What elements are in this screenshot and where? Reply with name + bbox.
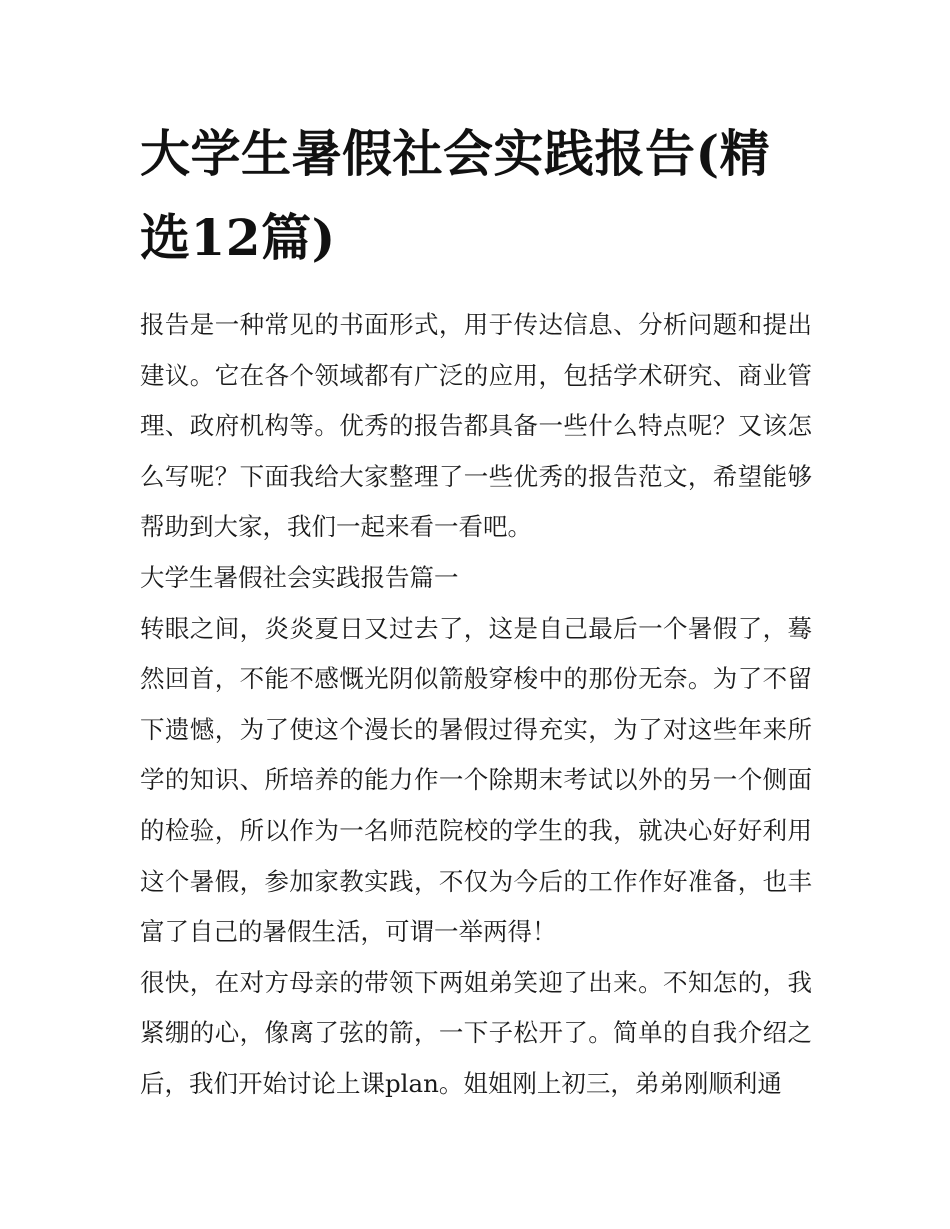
section-heading: 大学生暑假社会实践报告篇一 — [140, 562, 459, 592]
document-page — [140, 112, 812, 1110]
document-title: 大学生暑假社会实践报告(精选12篇) — [140, 124, 771, 267]
section-paragraph-1: 转眼之间，炎炎夏日又过去了，这是自己最后一个暑假了，蓦然回首，不能不感慨光阴似箭般穿梭中的那份无奈。为了不留下遗憾，为了使这个漫长的暑假过得充实，为了对这些年来所学的知识、所培养的能力作一个除期末考试以外的另一个侧面的检验，所以作为一名师范院校的学生的我，就决心好好利用这个暑假，参加家教实践，不仅为今后的工作作好准备，也丰富了自己的暑假生活，可谓一举两得！ — [140, 613, 812, 947]
intro-paragraph: 报告是一种常见的书面形式，用于传达信息、分析问题和提出建议。它在各个领域都有广泛的应用，包括学术研究、商业管理、政府机构等。优秀的报告都具备一些什么特点呢？又该怎么写呢？下面我给大家整理了一些优秀的报告范文，希望能够帮助到大家，我们一起来看一看吧。 — [140, 310, 812, 542]
document-body — [140, 300, 812, 1110]
section-paragraph-2: 很快，在对方母亲的带领下两姐弟笑迎了出来。不知怎的，我紧绷的心，像离了弦的箭，一下子松开了。简单的自我介绍之后，我们开始讨论上课plan。姐姐刚上初三，弟弟刚顺利通 — [140, 967, 812, 1098]
